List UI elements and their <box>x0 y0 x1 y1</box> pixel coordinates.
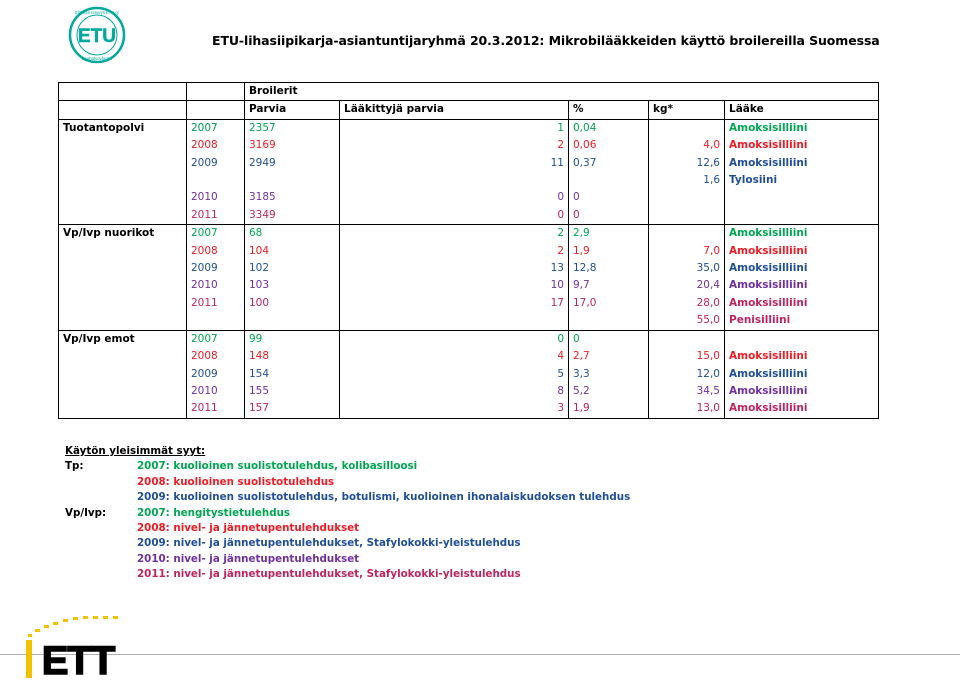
etu-logo-top-text: Eläinten terveys ETU ry <box>75 10 119 15</box>
reason-row <box>65 490 630 505</box>
medicine-cell: Amoksisilliini <box>725 383 879 400</box>
percent-cell: 9,7 <box>569 277 649 294</box>
reason-text: 2008: nivel- ja jännetupentulehdukset <box>137 522 360 535</box>
table-row <box>59 383 879 400</box>
kg-cell: 55,0 <box>649 312 725 330</box>
percent-cell: 2,7 <box>569 348 649 365</box>
percent-cell: 0 <box>569 330 649 348</box>
percent-cell: 0 <box>569 207 649 225</box>
kg-cell: 12,0 <box>649 366 725 383</box>
year-cell: 2009 <box>187 260 245 277</box>
kg-cell: 12,6 <box>649 155 725 172</box>
parvia-cell: 3349 <box>245 207 340 225</box>
page-title: ETU-lihasiipikarja-asiantuntijaryhmä 20.3.2012: Mikrobilääkkeiden käyttö broilereilla Suomessa <box>212 33 880 48</box>
kg-cell <box>649 330 725 348</box>
year-cell: 2011 <box>187 295 245 312</box>
group-label-empty <box>59 189 187 206</box>
year-cell: 2011 <box>187 207 245 225</box>
group-label-empty <box>59 400 187 418</box>
reason-row <box>65 536 630 551</box>
laakittyja-cell: 5 <box>340 366 569 383</box>
reason-row <box>65 552 630 567</box>
parvia-cell: 103 <box>245 277 340 294</box>
year-cell: 2011 <box>187 400 245 418</box>
medicine-cell <box>725 207 879 225</box>
parvia-cell: 100 <box>245 295 340 312</box>
medicine-cell: Amoksisilliini <box>725 295 879 312</box>
group-label-empty <box>59 172 187 189</box>
percent-cell <box>569 172 649 189</box>
laakittyja-cell: 3 <box>340 400 569 418</box>
year-cell: 2010 <box>187 383 245 400</box>
reason-label <box>65 490 137 505</box>
year-cell: 2008 <box>187 243 245 260</box>
reason-row <box>65 475 630 490</box>
reason-label: Tp: <box>65 460 84 473</box>
reason-text: 2007: kuolioinen suolistotulehdus, kolibasilloosi <box>137 460 418 473</box>
medicine-cell: Penisilliini <box>725 312 879 330</box>
year-cell: 2009 <box>187 155 245 172</box>
percent-cell: 17,0 <box>569 295 649 312</box>
group-label-empty <box>59 137 187 154</box>
group-label-empty <box>59 348 187 365</box>
laakittyja-cell: 10 <box>340 277 569 294</box>
reason-text: 2007: hengitystietulehdus <box>137 506 291 519</box>
percent-cell <box>569 312 649 330</box>
group-label-empty <box>59 312 187 330</box>
reason-text: 2010: nivel- ja jännetupentulehdukset <box>137 552 360 565</box>
kg-cell: 13,0 <box>649 400 725 418</box>
reason-label: Vp/Ivp: <box>65 506 107 519</box>
group-label: Tuotantopolvi <box>59 119 187 137</box>
year-cell: 2008 <box>187 137 245 154</box>
reason-text: 2011: nivel- ja jännetupentulehdukset, Stafylokokki-yleistulehdus <box>137 568 521 581</box>
etu-logo-center-text: ETU <box>78 26 116 47</box>
parvia-cell: 148 <box>245 348 340 365</box>
reason-row <box>65 506 630 521</box>
parvia-cell: 2357 <box>245 119 340 137</box>
reason-text: 2008: kuolioinen suolistotulehdus <box>137 475 335 488</box>
footer-divider <box>0 654 960 655</box>
table-row <box>59 225 879 243</box>
table-row <box>59 366 879 383</box>
table-row <box>59 207 879 225</box>
percent-cell: 2,9 <box>569 225 649 243</box>
parvia-cell: 157 <box>245 400 340 418</box>
laakittyja-cell: 0 <box>340 330 569 348</box>
medicine-cell: Amoksisilliini <box>725 155 879 172</box>
table-row <box>59 348 879 365</box>
percent-cell: 1,9 <box>569 243 649 260</box>
laakittyja-cell: 0 <box>340 189 569 206</box>
reason-label <box>65 475 137 490</box>
year-cell: 2010 <box>187 277 245 294</box>
top-header: Broilerit <box>245 83 879 101</box>
reasons-heading: Käytön yleisimmät syyt: <box>65 445 206 457</box>
year-cell: 2008 <box>187 348 245 365</box>
table-row <box>59 330 879 348</box>
reasons-section <box>65 444 630 583</box>
reason-row <box>65 521 630 536</box>
group-label-empty <box>59 207 187 225</box>
table-row <box>59 277 879 294</box>
kg-cell <box>649 189 725 206</box>
kg-cell: 34,5 <box>649 383 725 400</box>
col-header-kg: kg* <box>649 101 725 119</box>
percent-cell: 0,37 <box>569 155 649 172</box>
table-row <box>59 400 879 418</box>
kg-cell: 28,0 <box>649 295 725 312</box>
kg-cell: 7,0 <box>649 243 725 260</box>
header-row-columns <box>59 101 879 119</box>
ett-logo <box>20 616 130 680</box>
parvia-cell <box>245 312 340 330</box>
etu-logo <box>64 6 130 64</box>
parvia-cell: 99 <box>245 330 340 348</box>
year-cell: 2007 <box>187 330 245 348</box>
medicine-cell <box>725 189 879 206</box>
header-row-top <box>59 83 879 101</box>
laakittyja-cell: 8 <box>340 383 569 400</box>
laakittyja-cell: 4 <box>340 348 569 365</box>
percent-cell: 1,9 <box>569 400 649 418</box>
etu-logo-bottom-text: Djurhälsovården <box>81 56 113 61</box>
col-header-parvia: Parvia <box>245 101 340 119</box>
laakittyja-cell: 2 <box>340 137 569 154</box>
group-label-empty <box>59 366 187 383</box>
laakittyja-cell: 0 <box>340 207 569 225</box>
usage-table <box>58 82 879 419</box>
kg-cell: 20,4 <box>649 277 725 294</box>
medicine-cell: Amoksisilliini <box>725 400 879 418</box>
parvia-cell: 3185 <box>245 189 340 206</box>
year-cell <box>187 172 245 189</box>
percent-cell: 5,2 <box>569 383 649 400</box>
laakittyja-cell: 2 <box>340 225 569 243</box>
table-row <box>59 189 879 206</box>
col-header-laakittyja: Lääkittyjä parvia <box>340 101 569 119</box>
group-label-empty <box>59 243 187 260</box>
reason-row <box>65 567 630 582</box>
parvia-cell: 104 <box>245 243 340 260</box>
col-header-percent: % <box>569 101 649 119</box>
reason-label <box>65 567 137 582</box>
group-label-empty <box>59 383 187 400</box>
percent-cell: 3,3 <box>569 366 649 383</box>
col-header-laake: Lääke <box>725 101 879 119</box>
kg-cell <box>649 207 725 225</box>
group-label-empty <box>59 260 187 277</box>
kg-cell: 15,0 <box>649 348 725 365</box>
reason-label <box>65 552 137 567</box>
reason-text: 2009: kuolioinen suolistotulehdus, botulismi, kuolioinen ihonalaiskudoksen tulehdus <box>137 491 631 504</box>
parvia-cell: 154 <box>245 366 340 383</box>
parvia-cell: 102 <box>245 260 340 277</box>
reason-label <box>65 521 137 536</box>
group-label: Vp/Ivp nuorikot <box>59 225 187 243</box>
percent-cell: 0,06 <box>569 137 649 154</box>
group-label-empty <box>59 277 187 294</box>
parvia-cell: 68 <box>245 225 340 243</box>
parvia-cell: 3169 <box>245 137 340 154</box>
group-label-empty <box>59 295 187 312</box>
table-row <box>59 243 879 260</box>
table-row <box>59 260 879 277</box>
table-row <box>59 312 879 330</box>
parvia-cell: 155 <box>245 383 340 400</box>
parvia-cell <box>245 172 340 189</box>
laakittyja-cell: 13 <box>340 260 569 277</box>
percent-cell: 0 <box>569 189 649 206</box>
kg-cell <box>649 225 725 243</box>
year-cell: 2009 <box>187 366 245 383</box>
medicine-cell: Amoksisilliini <box>725 277 879 294</box>
kg-cell: 35,0 <box>649 260 725 277</box>
table-row <box>59 295 879 312</box>
table-row <box>59 172 879 189</box>
medicine-cell: Amoksisilliini <box>725 348 879 365</box>
medicine-cell: Amoksisilliini <box>725 225 879 243</box>
laakittyja-cell <box>340 312 569 330</box>
year-cell: 2007 <box>187 225 245 243</box>
year-cell <box>187 312 245 330</box>
group-label-empty <box>59 155 187 172</box>
percent-cell: 12,8 <box>569 260 649 277</box>
kg-cell: 1,6 <box>649 172 725 189</box>
laakittyja-cell: 11 <box>340 155 569 172</box>
medicine-cell: Amoksisilliini <box>725 137 879 154</box>
medicine-cell: Amoksisilliini <box>725 366 879 383</box>
reason-text: 2009: nivel- ja jännetupentulehdukset, Stafylokokki-yleistulehdus <box>137 537 521 550</box>
medicine-cell: Amoksisilliini <box>725 119 879 137</box>
table-row <box>59 155 879 172</box>
laakittyja-cell: 2 <box>340 243 569 260</box>
kg-cell <box>649 119 725 137</box>
medicine-cell <box>725 330 879 348</box>
reason-row <box>65 459 630 474</box>
kg-cell: 4,0 <box>649 137 725 154</box>
parvia-cell: 2949 <box>245 155 340 172</box>
percent-cell: 0,04 <box>569 119 649 137</box>
laakittyja-cell: 1 <box>340 119 569 137</box>
table-row <box>59 137 879 154</box>
laakittyja-cell: 17 <box>340 295 569 312</box>
medicine-cell: Amoksisilliini <box>725 260 879 277</box>
group-label: Vp/Ivp emot <box>59 330 187 348</box>
table-row <box>59 119 879 137</box>
medicine-cell: Amoksisilliini <box>725 243 879 260</box>
year-cell: 2007 <box>187 119 245 137</box>
ett-logo-text: ETT <box>41 639 115 680</box>
year-cell: 2010 <box>187 189 245 206</box>
reason-label <box>65 536 137 551</box>
medicine-cell: Tylosiini <box>725 172 879 189</box>
laakittyja-cell <box>340 172 569 189</box>
